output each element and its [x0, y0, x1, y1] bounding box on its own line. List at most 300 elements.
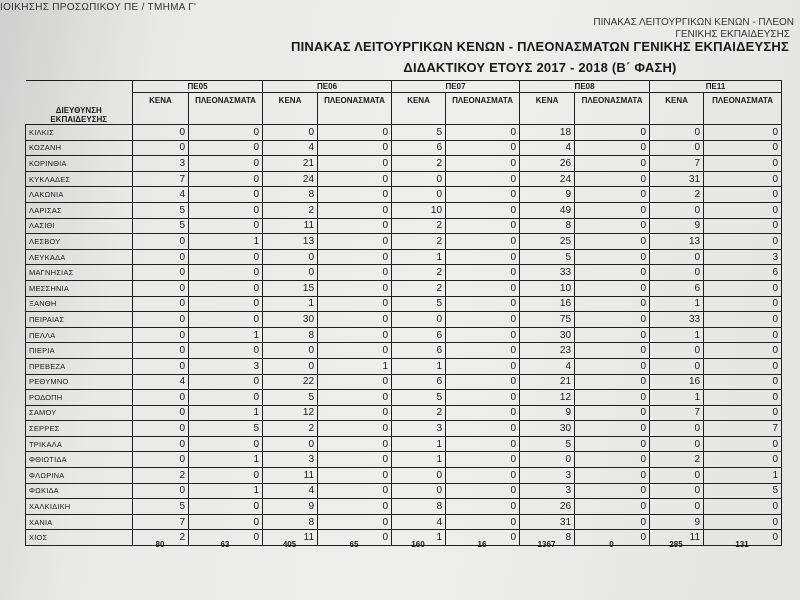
kena-value-cell: 2: [263, 421, 318, 437]
kena-value-cell: 0: [650, 499, 704, 515]
region-cell: ΧΙΟΣ: [26, 530, 133, 546]
pleonasmata-value-cell: 0: [189, 249, 263, 265]
region-cell: ΡΟΔΟΠΗ: [26, 390, 133, 406]
kena-value-cell: 0: [392, 187, 446, 203]
kena-value-cell: 10: [520, 280, 575, 296]
kena-value-cell: 4: [133, 187, 189, 203]
kena-value-cell: 0: [133, 421, 189, 437]
table-row: [26, 343, 782, 359]
pleonasmata-value-cell: 0: [704, 234, 782, 250]
region-cell: ΛΕΥΚΑΔΑ: [26, 249, 133, 265]
pleonasmata-value-cell: 0: [189, 390, 263, 406]
region-cell: ΛΕΣΒΟΥ: [26, 234, 133, 250]
region-cell: ΚΙΛΚΙΣ: [26, 125, 133, 141]
pleonasmata-value-cell: 0: [318, 452, 392, 468]
pleonasmata-value-cell: 0: [575, 530, 650, 546]
pleonasmata-value-cell: 0: [318, 218, 392, 234]
pleonasmata-value-cell: 0: [575, 140, 650, 156]
pleonasmata-value-cell: 0: [446, 436, 520, 452]
kena-value-cell: 0: [650, 202, 704, 218]
region-cell: ΚΥΚΛΑΔΕΣ: [26, 171, 133, 187]
pleonasmata-value-cell: 0: [704, 327, 782, 343]
kena-value-cell: 0: [133, 296, 189, 312]
kena-value-cell: 1: [263, 296, 318, 312]
kena-value-cell: 26: [520, 156, 575, 172]
kena-header: ΚΕΝΑ: [263, 93, 318, 125]
region-cell: ΠΕΙΡΑΙΑΣ: [26, 312, 133, 328]
region-cell: ΣΕΡΡΕΣ: [26, 421, 133, 437]
pleonasmata-value-cell: 0: [704, 343, 782, 359]
kena-value-cell: 0: [133, 343, 189, 359]
kena-value-cell: 3: [392, 421, 446, 437]
pleonasmata-value-cell: 0: [318, 140, 392, 156]
kena-value-cell: 25: [520, 234, 575, 250]
kena-value-cell: 10: [392, 202, 446, 218]
pleonasmata-value-cell: 0: [318, 296, 392, 312]
kena-value-cell: 0: [263, 265, 318, 281]
column-total: 1367: [537, 540, 556, 549]
kena-value-cell: 2: [392, 218, 446, 234]
kena-value-cell: 30: [520, 327, 575, 343]
pleonasmata-value-cell: 0: [704, 514, 782, 530]
kena-value-cell: 0: [392, 468, 446, 484]
kena-value-cell: 33: [650, 312, 704, 328]
pleonasmata-value-cell: 0: [318, 171, 392, 187]
kena-value-cell: 5: [133, 218, 189, 234]
kena-value-cell: 0: [133, 140, 189, 156]
kena-value-cell: 30: [520, 421, 575, 437]
kena-value-cell: 0: [263, 125, 318, 141]
kena-value-cell: 8: [520, 218, 575, 234]
subheader-row: [26, 93, 782, 125]
kena-header: ΚΕΝΑ: [650, 93, 704, 125]
pleonasmata-value-cell: 1: [704, 468, 782, 484]
table-row: [26, 405, 782, 421]
kena-value-cell: 8: [392, 499, 446, 515]
kena-value-cell: 8: [263, 187, 318, 203]
pleonasmata-header: ΠΛΕΟΝΑΣΜΑΤΑ: [575, 93, 650, 125]
table-row: [26, 202, 782, 218]
kena-value-cell: 5: [133, 499, 189, 515]
pleonasmata-value-cell: 0: [446, 265, 520, 281]
pleonasmata-value-cell: 1: [189, 483, 263, 499]
kena-value-cell: 11: [263, 218, 318, 234]
kena-value-cell: 7: [133, 171, 189, 187]
pleonasmata-value-cell: 0: [318, 249, 392, 265]
pleonasmata-value-cell: 0: [446, 499, 520, 515]
region-cell: ΣΑΜΟΥ: [26, 405, 133, 421]
kena-value-cell: 0: [133, 358, 189, 374]
table-row: [26, 436, 782, 452]
pleonasmata-value-cell: 0: [704, 436, 782, 452]
kena-value-cell: 12: [263, 405, 318, 421]
pleonasmata-value-cell: 0: [318, 405, 392, 421]
pleonasmata-value-cell: 0: [446, 530, 520, 546]
pleonasmata-value-cell: 0: [318, 483, 392, 499]
table-row: [26, 312, 782, 328]
kena-value-cell: 0: [650, 436, 704, 452]
table-row: [26, 468, 782, 484]
pleonasmata-value-cell: 1: [189, 405, 263, 421]
kena-value-cell: 2: [133, 530, 189, 546]
kena-value-cell: 7: [650, 405, 704, 421]
running-title-line1: ΠΙΝΑΚΑΣ ΛΕΙΤΟΥΡΓΙΚΩΝ ΚΕΝΩΝ - ΠΛΕΟΝ: [593, 17, 794, 28]
kena-value-cell: 2: [392, 405, 446, 421]
kena-value-cell: 0: [133, 280, 189, 296]
kena-value-cell: 0: [650, 343, 704, 359]
kena-value-cell: 8: [263, 327, 318, 343]
pleonasmata-value-cell: 5: [189, 421, 263, 437]
pleonasmata-value-cell: 0: [446, 468, 520, 484]
kena-value-cell: 1: [650, 327, 704, 343]
kena-value-cell: 6: [392, 343, 446, 359]
pleonasmata-value-cell: 0: [318, 390, 392, 406]
pleonasmata-value-cell: 0: [446, 140, 520, 156]
kena-value-cell: 21: [263, 156, 318, 172]
region-header-line2: ΕΚΠΑΙΔΕΥΣΗΣ: [50, 115, 108, 124]
region-cell: ΠΡΕΒΕΖΑ: [26, 358, 133, 374]
group-header-pe07: ΠΕ07: [392, 81, 520, 93]
pleonasmata-value-cell: 0: [446, 218, 520, 234]
pleonasmata-value-cell: 0: [704, 358, 782, 374]
pleonasmata-value-cell: 0: [575, 280, 650, 296]
kena-value-cell: 7: [133, 514, 189, 530]
group-header-pe11: ΠΕ11: [650, 81, 782, 93]
kena-value-cell: 16: [650, 374, 704, 390]
kena-value-cell: 33: [520, 265, 575, 281]
pleonasmata-value-cell: 0: [575, 343, 650, 359]
group-header-row: [26, 81, 782, 93]
pleonasmata-value-cell: 0: [575, 483, 650, 499]
pleonasmata-value-cell: 0: [189, 499, 263, 515]
kena-value-cell: 1: [392, 249, 446, 265]
table-row: [26, 187, 782, 203]
kena-value-cell: 0: [650, 358, 704, 374]
kena-value-cell: 6: [392, 327, 446, 343]
kena-value-cell: 0: [133, 125, 189, 141]
pleonasmata-value-cell: 0: [446, 421, 520, 437]
column-total: 160: [411, 540, 425, 549]
kena-value-cell: 18: [520, 125, 575, 141]
pleonasmata-value-cell: 0: [318, 436, 392, 452]
pleonasmata-value-cell: 7: [704, 421, 782, 437]
region-cell: ΛΑΚΩΝΙΑ: [26, 187, 133, 203]
kena-value-cell: 0: [133, 249, 189, 265]
column-total: 65: [349, 540, 359, 549]
kena-value-cell: 0: [392, 483, 446, 499]
kena-value-cell: 0: [133, 312, 189, 328]
pleonasmata-value-cell: 0: [704, 280, 782, 296]
kena-value-cell: 0: [650, 483, 704, 499]
pleonasmata-value-cell: 0: [575, 296, 650, 312]
kena-value-cell: 7: [650, 156, 704, 172]
kena-value-cell: 0: [650, 421, 704, 437]
region-cell: ΚΟΡΙΝΘΙΑ: [26, 156, 133, 172]
pleonasmata-value-cell: 0: [575, 390, 650, 406]
pleonasmata-value-cell: 0: [575, 358, 650, 374]
pleonasmata-value-cell: 0: [704, 499, 782, 515]
region-cell: ΦΘΙΩΤΙΔΑ: [26, 452, 133, 468]
pleonasmata-value-cell: 0: [446, 125, 520, 141]
kena-value-cell: 9: [263, 499, 318, 515]
pleonasmata-value-cell: 0: [704, 405, 782, 421]
kena-value-cell: 0: [263, 358, 318, 374]
kena-value-cell: 5: [392, 390, 446, 406]
table-row: [26, 125, 782, 141]
kena-value-cell: 9: [520, 405, 575, 421]
kena-value-cell: 1: [650, 390, 704, 406]
pleonasmata-value-cell: 0: [575, 156, 650, 172]
pleonasmata-value-cell: 0: [318, 202, 392, 218]
region-cell: ΧΑΝΙΑ: [26, 514, 133, 530]
kena-value-cell: 5: [133, 202, 189, 218]
region-cell: ΧΑΛΚΙΔΙΚΗ: [26, 499, 133, 515]
pleonasmata-value-cell: 0: [575, 187, 650, 203]
table-row: [26, 218, 782, 234]
pleonasmata-value-cell: 0: [318, 187, 392, 203]
table-row: [26, 452, 782, 468]
pleonasmata-value-cell: 3: [704, 249, 782, 265]
kena-value-cell: 0: [650, 140, 704, 156]
pleonasmata-value-cell: 0: [704, 218, 782, 234]
region-cell: ΠΙΕΡΙΑ: [26, 343, 133, 359]
kena-value-cell: 24: [520, 171, 575, 187]
pleonasmata-value-cell: 0: [318, 312, 392, 328]
pleonasmata-value-cell: 0: [318, 530, 392, 546]
pleonasmata-value-cell: 0: [704, 156, 782, 172]
kena-value-cell: 2: [133, 468, 189, 484]
pleonasmata-value-cell: 0: [189, 374, 263, 390]
pleonasmata-value-cell: 0: [704, 530, 782, 546]
kena-value-cell: 26: [520, 499, 575, 515]
pleonasmata-value-cell: 0: [318, 468, 392, 484]
pleonasmata-value-cell: 0: [446, 171, 520, 187]
kena-value-cell: 12: [520, 390, 575, 406]
kena-value-cell: 5: [392, 296, 446, 312]
pleonasmata-value-cell: 0: [189, 296, 263, 312]
pleonasmata-value-cell: 0: [189, 140, 263, 156]
pleonasmata-value-cell: 0: [575, 327, 650, 343]
pleonasmata-value-cell: 0: [446, 514, 520, 530]
table-row: [26, 374, 782, 390]
kena-value-cell: 8: [520, 530, 575, 546]
kena-value-cell: 4: [263, 483, 318, 499]
pleonasmata-value-cell: 0: [704, 202, 782, 218]
pleonasmata-value-cell: 0: [318, 265, 392, 281]
group-header-pe05: ΠΕ05: [133, 81, 263, 93]
pleonasmata-value-cell: 0: [704, 140, 782, 156]
kena-value-cell: 0: [650, 468, 704, 484]
kena-value-cell: 0: [133, 452, 189, 468]
document-title: ΠΙΝΑΚΑΣ ΛΕΙΤΟΥΡΓΙΚΩΝ ΚΕΝΩΝ - ΠΛΕΟΝΑΣΜΑΤΩΝ ΓΕΝΙΚΗΣ ΕΚΠΑΙΔΕΥΣΗΣ: [291, 39, 789, 54]
region-cell: ΜΑΓΝΗΣΙΑΣ: [26, 265, 133, 281]
kena-value-cell: 0: [133, 436, 189, 452]
table-row: [26, 421, 782, 437]
pleonasmata-value-cell: 6: [704, 265, 782, 281]
kena-value-cell: 4: [133, 374, 189, 390]
table-row: [26, 140, 782, 156]
kena-value-cell: 6: [650, 280, 704, 296]
pleonasmata-value-cell: 0: [575, 421, 650, 437]
kena-value-cell: 1: [650, 296, 704, 312]
pleonasmata-value-cell: 1: [189, 327, 263, 343]
pleonasmata-value-cell: 0: [446, 390, 520, 406]
region-cell: ΜΕΣΣΗΝΙΑ: [26, 280, 133, 296]
pleonasmata-value-cell: 0: [189, 468, 263, 484]
pleonasmata-value-cell: 0: [318, 156, 392, 172]
kena-value-cell: 4: [520, 358, 575, 374]
pleonasmata-value-cell: 0: [446, 202, 520, 218]
kena-value-cell: 0: [392, 171, 446, 187]
table-row: [26, 249, 782, 265]
kena-value-cell: 11: [650, 530, 704, 546]
kena-value-cell: 22: [263, 374, 318, 390]
pleonasmata-value-cell: 0: [189, 343, 263, 359]
region-cell: ΛΑΣΙΘΙ: [26, 218, 133, 234]
kena-value-cell: 0: [133, 234, 189, 250]
table-row: [26, 265, 782, 281]
kena-value-cell: 3: [520, 468, 575, 484]
pleonasmata-header: ΠΛΕΟΝΑΣΜΑΤΑ: [446, 93, 520, 125]
kena-header: ΚΕΝΑ: [133, 93, 189, 125]
pleonasmata-value-cell: 0: [704, 390, 782, 406]
kena-value-cell: 30: [263, 312, 318, 328]
pleonasmata-header: ΠΛΕΟΝΑΣΜΑΤΑ: [704, 93, 782, 125]
column-total: 16: [477, 540, 487, 549]
group-header-pe08: ΠΕ08: [520, 81, 650, 93]
pleonasmata-value-cell: 0: [189, 530, 263, 546]
kena-value-cell: 49: [520, 202, 575, 218]
pleonasmata-value-cell: 0: [189, 312, 263, 328]
region-cell: ΠΕΛΛΑ: [26, 327, 133, 343]
column-total: 131: [735, 540, 749, 549]
table-row: [26, 296, 782, 312]
kena-value-cell: 5: [520, 436, 575, 452]
pleonasmata-value-cell: 0: [575, 468, 650, 484]
kena-value-cell: 1: [392, 530, 446, 546]
kena-value-cell: 4: [520, 140, 575, 156]
running-title-line2: ΓΕΝΙΚΗΣ ΕΚΠΑΙΔΕΥΣΗΣ: [675, 29, 790, 40]
kena-value-cell: 6: [392, 140, 446, 156]
column-total: 63: [220, 540, 230, 549]
kena-header: ΚΕΝΑ: [392, 93, 446, 125]
pleonasmata-value-cell: 0: [446, 187, 520, 203]
kena-header: ΚΕΝΑ: [520, 93, 575, 125]
pleonasmata-value-cell: 0: [575, 125, 650, 141]
pleonasmata-value-cell: 1: [318, 358, 392, 374]
kena-value-cell: 9: [650, 514, 704, 530]
region-cell: ΚΟΖΑΝΗ: [26, 140, 133, 156]
kena-value-cell: 23: [520, 343, 575, 359]
pleonasmata-value-cell: 0: [704, 125, 782, 141]
pleonasmata-value-cell: 0: [575, 452, 650, 468]
pleonasmata-value-cell: 0: [446, 312, 520, 328]
kena-value-cell: 0: [650, 249, 704, 265]
kena-value-cell: 3: [263, 452, 318, 468]
pleonasmata-value-cell: 0: [446, 343, 520, 359]
pleonasmata-value-cell: 0: [704, 187, 782, 203]
kena-value-cell: 16: [520, 296, 575, 312]
table-row: [26, 327, 782, 343]
pleonasmata-value-cell: 0: [446, 156, 520, 172]
table-row: [26, 156, 782, 172]
kena-value-cell: 11: [263, 468, 318, 484]
pleonasmata-value-cell: 0: [318, 421, 392, 437]
column-total: 80: [155, 540, 165, 549]
pleonasmata-value-cell: 0: [575, 234, 650, 250]
pleonasmata-value-cell: 0: [189, 125, 263, 141]
pleonasmata-value-cell: 0: [446, 280, 520, 296]
pleonasmata-value-cell: 0: [446, 327, 520, 343]
pleonasmata-value-cell: 0: [575, 499, 650, 515]
kena-value-cell: 1: [392, 452, 446, 468]
kena-value-cell: 2: [263, 202, 318, 218]
pleonasmata-value-cell: 0: [704, 452, 782, 468]
column-total: 0: [609, 540, 614, 549]
kena-value-cell: 5: [263, 390, 318, 406]
pleonasmata-value-cell: 0: [189, 265, 263, 281]
region-cell: ΡΕΘΥΜΝΟ: [26, 374, 133, 390]
kena-value-cell: 0: [133, 327, 189, 343]
kena-value-cell: 31: [520, 514, 575, 530]
kena-value-cell: 0: [133, 390, 189, 406]
pleonasmata-value-cell: 0: [189, 218, 263, 234]
kena-value-cell: 0: [650, 125, 704, 141]
kena-value-cell: 9: [520, 187, 575, 203]
pleonasmata-value-cell: 0: [189, 187, 263, 203]
kena-value-cell: 15: [263, 280, 318, 296]
pleonasmata-value-cell: 0: [446, 452, 520, 468]
kena-value-cell: 4: [263, 140, 318, 156]
pleonasmata-value-cell: 0: [575, 218, 650, 234]
column-total: 285: [669, 540, 683, 549]
region-cell: ΤΡΙΚΑΛΑ: [26, 436, 133, 452]
pleonasmata-value-cell: 0: [575, 374, 650, 390]
kena-value-cell: 2: [392, 156, 446, 172]
kena-value-cell: 2: [392, 265, 446, 281]
table-row: [26, 171, 782, 187]
kena-value-cell: 3: [133, 156, 189, 172]
pleonasmata-value-cell: 0: [318, 234, 392, 250]
kena-value-cell: 0: [263, 343, 318, 359]
kena-value-cell: 2: [650, 187, 704, 203]
kena-value-cell: 0: [133, 265, 189, 281]
pleonasmata-value-cell: 0: [189, 202, 263, 218]
column-total: 405: [282, 540, 297, 549]
region-cell: ΛΑΡΙΣΑΣ: [26, 202, 133, 218]
pleonasmata-value-cell: 0: [575, 265, 650, 281]
pleonasmata-value-cell: 0: [575, 514, 650, 530]
pleonasmata-value-cell: 1: [189, 452, 263, 468]
pleonasmata-value-cell: 0: [575, 249, 650, 265]
pleonasmata-value-cell: 0: [189, 514, 263, 530]
pleonasmata-value-cell: 0: [704, 171, 782, 187]
kena-value-cell: 0: [392, 312, 446, 328]
kena-value-cell: 1: [392, 436, 446, 452]
table-row: [26, 358, 782, 374]
kena-value-cell: 5: [392, 125, 446, 141]
pleonasmata-value-cell: 0: [575, 312, 650, 328]
table-row: [26, 390, 782, 406]
pleonasmata-header: ΠΛΕΟΝΑΣΜΑΤΑ: [318, 93, 392, 125]
kena-value-cell: 9: [650, 218, 704, 234]
pleonasmata-value-cell: 0: [318, 499, 392, 515]
table-body: [26, 125, 782, 546]
pleonasmata-value-cell: 0: [446, 296, 520, 312]
pleonasmata-value-cell: 0: [704, 296, 782, 312]
region-column-header: [26, 81, 133, 125]
pleonasmata-value-cell: 0: [704, 374, 782, 390]
